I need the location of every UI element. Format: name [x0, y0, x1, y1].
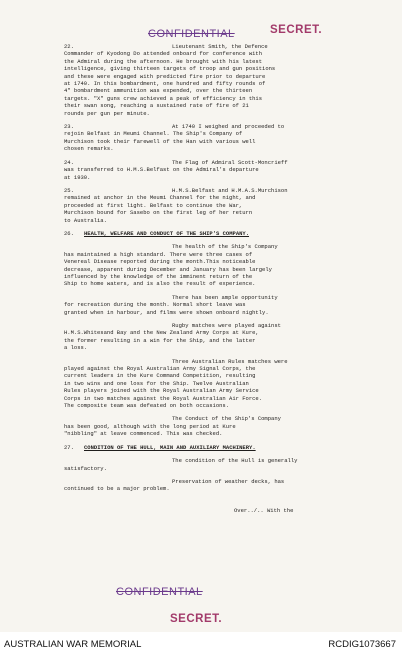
text-line-content: and these were engaged with predicted fire prior to departure — [64, 72, 266, 80]
section-heading-line — [64, 444, 364, 451]
text-line — [64, 372, 364, 379]
text-line — [64, 95, 364, 102]
text-line-content: has maintained a high standard. There were three cases of — [64, 250, 253, 258]
text-line — [64, 329, 364, 336]
text-line-content: The Flag of Admiral Scott-Moncrieff — [172, 158, 288, 166]
text-line — [64, 50, 364, 57]
text-line-content: Lieutenant Smith, the Defence — [172, 43, 268, 50]
secret-stamp-top: SECRET. — [270, 24, 323, 36]
text-line-content: The Conduct of the Ship's Company — [172, 415, 281, 423]
text-line-content: There has been ample opportunity — [172, 293, 278, 301]
text-line — [64, 465, 364, 472]
text-line-content: rounds per gun per minute. — [64, 109, 150, 117]
text-line — [64, 138, 364, 145]
text-line-content: to Australia. — [64, 216, 107, 224]
text-line — [64, 322, 364, 329]
text-line-content: the Admiral during the afternoon. He brought with his latest — [64, 57, 263, 65]
text-line — [64, 430, 364, 437]
paragraph — [64, 123, 364, 153]
text-line — [64, 174, 364, 181]
text-line — [64, 395, 364, 402]
text-line — [64, 457, 364, 464]
text-line-content: granted when in harbour, and films were shown onboard nightly. — [64, 308, 269, 316]
paragraph — [64, 444, 364, 451]
text-line-content: H.M.S.Whitesand Bay and the New Zealand Army Corps at Kure, — [64, 329, 259, 337]
text-line — [64, 123, 364, 130]
text-line — [64, 380, 364, 387]
text-line-content: Rugby matches were played against — [172, 322, 281, 329]
text-line — [64, 266, 364, 273]
text-line-content: Murchison took their farewell of the Han with various well — [64, 137, 256, 145]
paragraph — [64, 187, 364, 224]
text-line-content: has been good, although with the long period at Kure — [64, 422, 236, 430]
text-line-content: Venereal Disease reported during the month.This noticeable — [64, 258, 256, 266]
text-line-content: was transferred to H.M.S.Belfast on the Admiral's departure — [64, 166, 259, 174]
text-line — [64, 58, 364, 65]
paragraph — [64, 457, 364, 472]
text-line — [64, 217, 364, 224]
text-line — [64, 251, 364, 258]
text-line-content: "nibbling" at leave commenced. This was checked. — [64, 430, 223, 438]
footer-institution: AUSTRALIAN WAR MEMORIAL — [4, 639, 142, 650]
text-line — [64, 423, 364, 430]
text-line — [64, 402, 364, 409]
text-line-content: intelligence, giving thirteen targets of troop and gun positions — [64, 65, 276, 73]
text-line-content: for recreation during the month. Normal short leave was — [64, 301, 246, 309]
text-line — [64, 166, 364, 173]
archive-footer — [0, 632, 402, 654]
paragraph — [64, 159, 364, 181]
text-line-content: rejoin Belfast in Meumi Channel. The Ship's Company of — [64, 130, 243, 138]
text-line — [64, 294, 364, 301]
section-heading-line — [64, 230, 364, 237]
secret-stamp-bottom: SECRET. — [170, 613, 223, 625]
text-line — [64, 102, 364, 109]
text-line-content: proceeded at first light. Belfast to continue the War, — [64, 201, 243, 209]
text-line-content: satisfactory. — [64, 464, 107, 472]
text-line-content: Three Australian Rules matches were — [172, 357, 288, 365]
text-line — [64, 159, 364, 166]
text-line-content: at 1930. — [64, 173, 91, 181]
text-line-content: Corps in two matches against the Royal Australian Air Force. — [64, 394, 263, 402]
text-line-content: targets. "X" guns crew achieved a peak of efficiency in this — [64, 94, 263, 102]
text-line — [64, 280, 364, 287]
text-line — [64, 344, 364, 351]
text-line — [64, 73, 364, 80]
text-line — [64, 145, 364, 152]
text-line-content: influenced by the knowledge of the imminent return of the — [64, 272, 253, 280]
text-line-content: The composite team was defeated on both occasions. — [64, 402, 230, 410]
section-heading: HEALTH, WELFARE AND CONDUCT OF THE SHIP'S COMPANY. — [84, 229, 250, 237]
confidential-stamp-bottom: CONFIDENTIAL — [116, 586, 203, 598]
document-body — [64, 43, 364, 514]
text-line — [64, 358, 364, 365]
text-line-content: 4" bombardment ammunition was expended, over the thirteen — [64, 87, 253, 95]
text-line-content: Commander of Kyodong Do attended onboard for conference with — [64, 50, 263, 58]
text-line-content: H.M.S.Belfast and H.M.A.S.Murchison — [172, 186, 288, 194]
confidential-stamp-top: CONFIDENTIAL — [148, 28, 235, 40]
text-line-content: Rules players joined with the Royal Australian Army Service — [64, 387, 259, 395]
text-line-content: chosen remarks. — [64, 145, 114, 153]
text-line — [64, 387, 364, 394]
text-line-content: a loss. — [64, 344, 88, 352]
paragraph-number: 22. — [64, 43, 74, 50]
text-line-content: continued to be a major problem. — [64, 485, 170, 493]
paragraph — [64, 478, 364, 493]
text-line — [64, 365, 364, 372]
continuation-note: Over../.. With the — [234, 506, 294, 514]
text-line — [64, 130, 364, 137]
text-line — [64, 87, 364, 94]
text-line-content: in two wins and one loss for the Ship. Twelve Australian — [64, 379, 249, 387]
paragraph — [64, 322, 364, 352]
text-line-content: The condition of the Hull is generally — [172, 457, 298, 465]
text-line-content: decrease, apparent during December and January has been largely — [64, 265, 272, 273]
paragraph-number: 25. — [64, 186, 74, 194]
paragraph-number: 24. — [64, 158, 74, 166]
paragraph — [64, 358, 364, 410]
text-line-content: their swan song, reaching a sustained rate of fire of 21 — [64, 102, 249, 110]
text-line — [64, 258, 364, 265]
footer-record-id: RCDIG1073667 — [328, 639, 396, 650]
paragraph — [64, 243, 364, 287]
text-line — [64, 301, 364, 308]
text-line-content: The health of the Ship's Company — [172, 243, 278, 251]
text-line-content: Murchison bound for Sasebo on the first leg of her return — [64, 209, 253, 217]
paragraph — [64, 43, 364, 117]
text-line — [64, 187, 364, 194]
text-line — [64, 415, 364, 422]
text-line-content: Preservation of weather decks, has — [172, 477, 285, 485]
text-line-content: the former resulting in a win for the Ship, and the latter — [64, 336, 256, 344]
paragraph — [64, 294, 364, 316]
text-line — [64, 273, 364, 280]
text-line-content: played against the Royal Australian Army Signal Corps, the — [64, 365, 256, 373]
text-line — [64, 202, 364, 209]
text-line — [64, 309, 364, 316]
text-line-content: At 1740 I weighed and proceeded to — [172, 123, 285, 131]
text-line — [64, 110, 364, 117]
text-line — [64, 337, 364, 344]
section-heading: CONDITION OF THE HULL, MAIN AND AUXILIARY MACHINERY. — [84, 443, 256, 451]
paragraph-number: 27. — [64, 443, 74, 451]
text-line-content: at 1740. In this bombardment, one hundred and fifty rounds of — [64, 80, 266, 88]
text-line — [64, 478, 364, 485]
text-line — [64, 43, 364, 50]
text-line-content: current leaders in the Kure Command Competition, resulting — [64, 372, 256, 380]
paragraph — [64, 415, 364, 437]
text-line-content: remained at anchor in the Meumi Channel for the night, and — [64, 194, 256, 202]
text-line — [64, 65, 364, 72]
text-line — [64, 194, 364, 201]
paragraph — [64, 230, 364, 237]
text-line-content: Ship to home waters, and is also the result of experience. — [64, 280, 256, 288]
text-line — [64, 80, 364, 87]
text-line — [64, 243, 364, 250]
paragraph-number: 26. — [64, 229, 74, 237]
text-line — [64, 485, 364, 492]
paragraph-number: 23. — [64, 123, 74, 131]
text-line — [64, 209, 364, 216]
